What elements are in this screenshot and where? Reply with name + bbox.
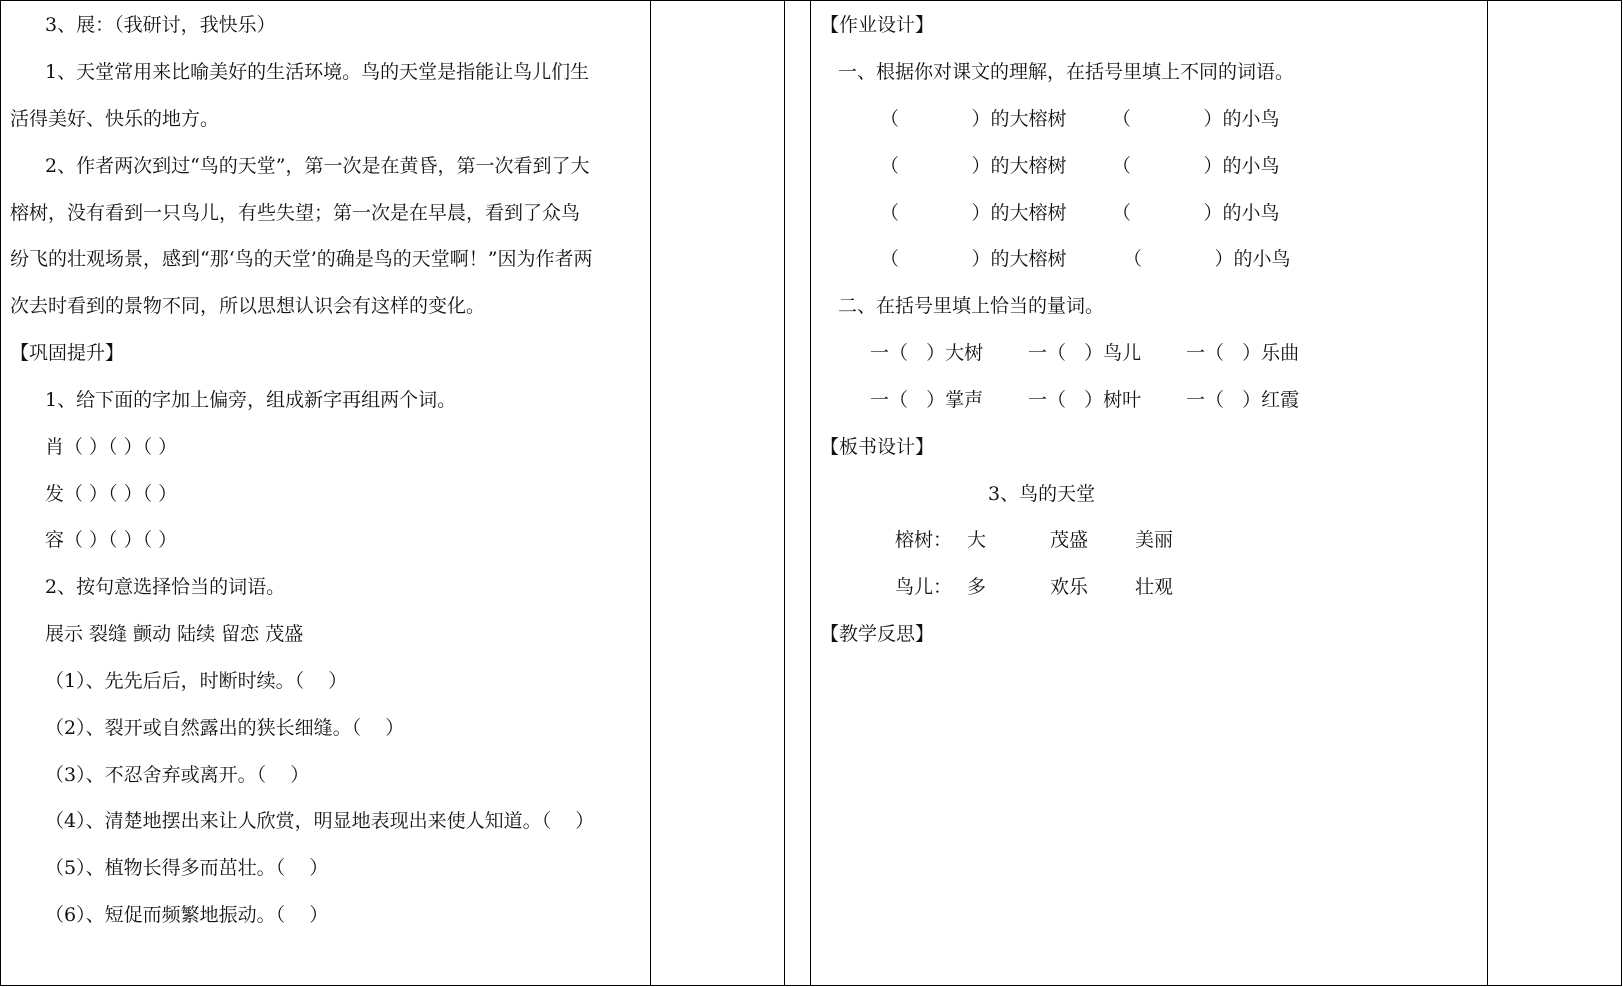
paragraph-line: 2、作者两次到过“鸟的天堂”，第一次是在黄昏，第一次看到了大: [45, 155, 590, 177]
exercise-item: （2）、裂开或自然露出的狭长细缝。（ ）: [45, 717, 405, 739]
paragraph-line: 活得美好、快乐的地方。: [10, 108, 220, 130]
fill-in-blank: （ ）的大榕树: [880, 108, 1067, 130]
fill-in-blank: 一（ ）乐曲: [1186, 342, 1300, 364]
exercise-item: （3）、不忍舍弃或离开。（ ）: [45, 764, 310, 786]
board-row-label: 榕树：: [895, 529, 953, 551]
exercise-item: （6）、短促而频繁地振动。（ ）: [45, 904, 329, 926]
board-row: [895, 575, 1174, 719]
fill-in-blank: （ ）的大榕树: [880, 248, 1067, 270]
section-heading: 【教学反思】: [820, 623, 935, 645]
board-word: 多: [967, 576, 987, 598]
exercise-item: 发（ ）（ ）（ ）: [45, 483, 178, 505]
exercise-item: （5）、植物长得多而茁壮。（ ）: [45, 857, 329, 879]
fill-in-blank: 一（ ）红霞: [1186, 389, 1300, 411]
homework-question: 二、在括号里填上恰当的量词。: [838, 295, 1105, 317]
exercise-item: 肖（ ）（ ）（ ）: [45, 436, 178, 458]
table-right-border: [1621, 0, 1622, 986]
board-row-label: 鸟儿：: [895, 576, 953, 598]
paragraph-line: 榕树，没有看到一只鸟儿，有些失望；第一次是在早晨，看到了众鸟: [10, 202, 581, 224]
column-divider: [784, 0, 785, 986]
board-title: 3、鸟的天堂: [988, 483, 1096, 505]
table-top-border: [0, 0, 1622, 1]
board-word: 壮观: [1135, 576, 1174, 598]
fill-in-blank: 一（ ）大树: [870, 342, 984, 364]
fill-in-blank: （ ）的小鸟: [1112, 155, 1280, 177]
fill-in-blank: （ ）的大榕树: [880, 155, 1067, 177]
exercise-question: 2、按句意选择恰当的词语。: [45, 576, 286, 598]
homework-question: 一、根据你对课文的理解，在括号里填上不同的词语。: [838, 61, 1295, 83]
column-divider: [810, 0, 811, 986]
fill-in-blank: （ ）的小鸟: [1112, 202, 1280, 224]
section-heading: 【巩固提升】: [10, 342, 125, 364]
column-divider: [1487, 0, 1488, 986]
fill-in-blank: （ ）的大榕树: [880, 202, 1067, 224]
column-divider: [650, 0, 651, 986]
fill-in-blank: 一（ ）树叶: [1028, 389, 1142, 411]
paragraph-line: 纷飞的壮观场景，感到“那‘鸟的天堂’的确是鸟的天堂啊！”因为作者两: [10, 248, 593, 270]
exercise-item: （4）、清楚地摆出来让人欣赏，明显地表现出来使人知道。（ ）: [45, 810, 595, 832]
exercise-item: 容（ ）（ ）（ ）: [45, 529, 178, 551]
exercise-question: 1、给下面的字加上偏旁，组成新字再组两个词。: [45, 389, 457, 411]
exercise-item: （1）、先先后后，时断时续。（ ）: [45, 670, 348, 692]
word-bank: 展示 裂缝 颤动 陆续 留恋 茂盛: [45, 623, 304, 645]
section-heading: 3、展：（我研讨，我快乐）: [45, 14, 276, 36]
fill-in-blank: （ ）的小鸟: [1123, 248, 1291, 270]
table-bottom-border: [0, 985, 1622, 986]
fill-in-blank: 一（ ）掌声: [870, 389, 984, 411]
fill-in-blank: （ ）的小鸟: [1112, 108, 1280, 130]
section-heading: 【作业设计】: [820, 14, 935, 36]
paragraph-line: 次去时看到的景物不同，所以思想认识会有这样的变化。: [10, 295, 486, 317]
table-left-border: [0, 0, 1, 986]
board-word: 美丽: [1135, 529, 1174, 551]
paragraph-line: 1、天堂常用来比喻美好的生活环境。鸟的天堂是指能让鸟儿们生: [45, 61, 590, 83]
section-heading: 【板书设计】: [820, 436, 935, 458]
fill-in-blank: 一（ ）鸟儿: [1028, 342, 1142, 364]
board-word: 大: [967, 529, 987, 551]
board-word: 欢乐: [1050, 576, 1089, 598]
board-word: 茂盛: [1050, 529, 1089, 551]
